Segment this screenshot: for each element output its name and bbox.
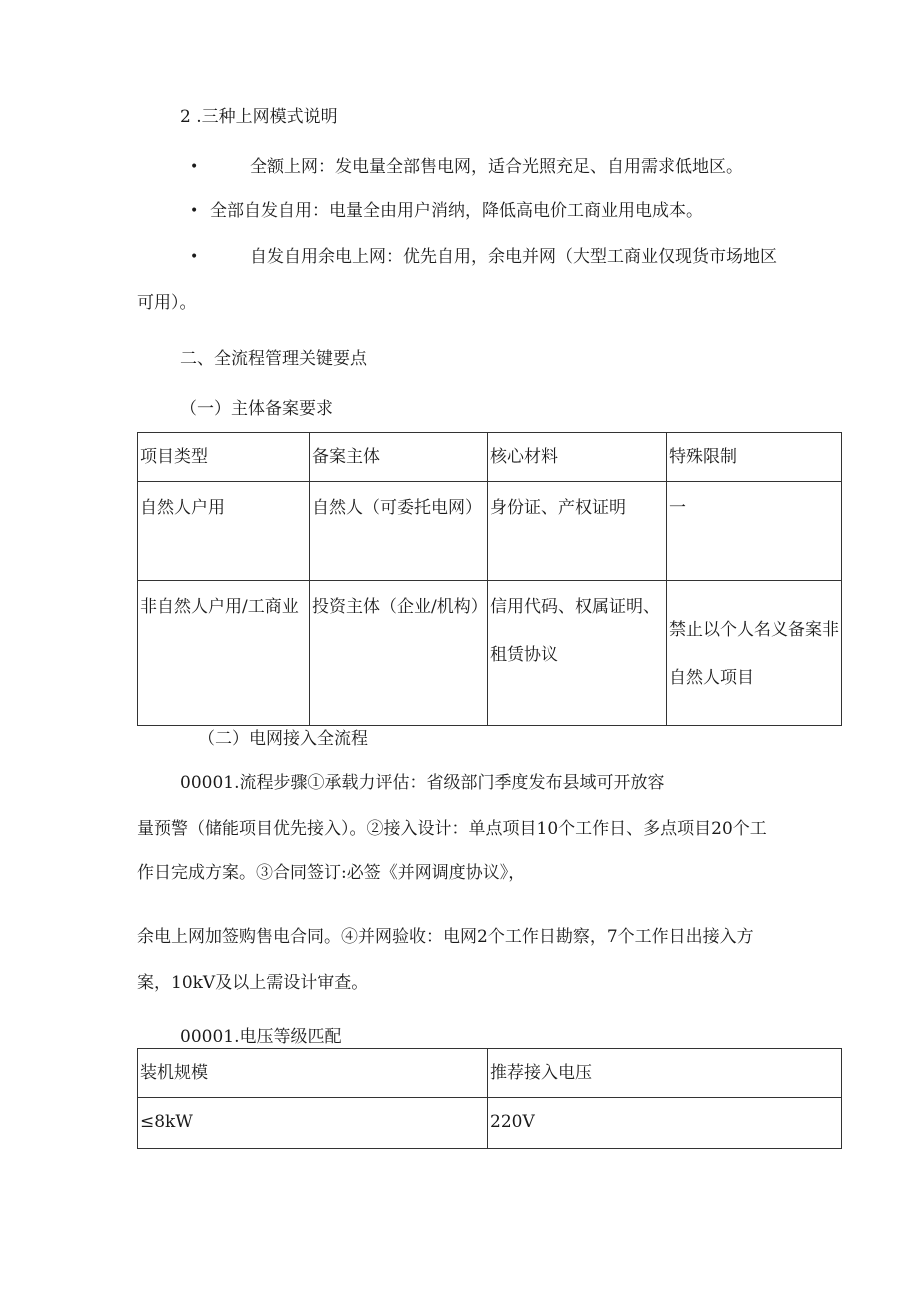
voltage-heading: 00001.电压等级匹配 xyxy=(180,1027,342,1047)
table-header-row xyxy=(138,433,842,482)
table-header-cell: 核心材料 xyxy=(488,433,667,482)
filing-requirements-table xyxy=(137,432,842,726)
table-header-cell: 特殊限制 xyxy=(667,433,842,482)
table-row xyxy=(138,581,842,726)
bullet-mark: • xyxy=(190,159,199,175)
process-paragraph-line: 00001.流程步骤①承载力评估：省级部门季度发布县域可开放容 xyxy=(180,773,665,793)
table-cell: 身份证、产权证明 xyxy=(488,482,667,581)
table-row xyxy=(138,482,842,581)
process-paragraph-line: 案，10kV及以上需设计审查。 xyxy=(137,973,369,993)
section-heading-modes: 2 .三种上网模式说明 xyxy=(180,107,338,127)
mode-item-surplus-line1: 自发自用余电上网：优先自用，余电并网（大型工商业仅现货市场地区 xyxy=(250,247,777,267)
table-header-row xyxy=(138,1049,842,1098)
process-paragraph-line: 量预警（储能项目优先接入）。②接入设计：单点项目10个工作日、多点项目20个工 xyxy=(137,819,767,839)
subsection-heading-filing: （一）主体备案要求 xyxy=(180,399,333,419)
table-header-cell: 装机规模 xyxy=(138,1049,488,1098)
bullet-mark: • xyxy=(190,249,199,265)
table-header-cell: 备案主体 xyxy=(310,433,488,482)
table-cell: 自然人户用 xyxy=(138,482,310,581)
bullet-mark: • xyxy=(190,203,199,219)
process-paragraph-line: 作日完成方案。③合同签订:必签《并网调度协议》， xyxy=(137,863,526,883)
table-header-cell: 推荐接入电压 xyxy=(488,1049,842,1098)
table-cell: 非自然人户用/工商业 xyxy=(138,581,310,726)
mode-item-self-use: 全部自发自用：电量全由用户消纳，降低高电价工商业用电成本。 xyxy=(210,201,703,221)
table-cell: 信用代码、权属证明、租赁协议 xyxy=(488,581,667,726)
voltage-matching-table xyxy=(137,1048,842,1149)
table-cell: ≤8kW xyxy=(138,1098,488,1149)
table-row xyxy=(138,1098,842,1149)
table-cell: 自然人（可委托电网） xyxy=(310,482,488,581)
table-header-cell: 项目类型 xyxy=(138,433,310,482)
table-cell: 220V xyxy=(488,1098,842,1149)
subsection-heading-grid-access: （二）电网接入全流程 xyxy=(198,729,368,749)
table-cell: 一 xyxy=(667,482,842,581)
table-cell: 禁止以个人名义备案非自然人项目 xyxy=(667,581,842,726)
table-cell: 投资主体（企业/机构） xyxy=(310,581,488,726)
mode-item-full-grid: 全额上网：发电量全部售电网，适合光照充足、自用需求低地区。 xyxy=(250,157,743,177)
chapter-heading: 二、全流程管理关键要点 xyxy=(180,349,367,369)
process-paragraph-line: 余电上网加签购售电合同。④并网验收：电网2个工作日勘察，7个工作日出接入方 xyxy=(137,927,754,947)
mode-item-surplus-line2: 可用）。 xyxy=(137,293,197,313)
